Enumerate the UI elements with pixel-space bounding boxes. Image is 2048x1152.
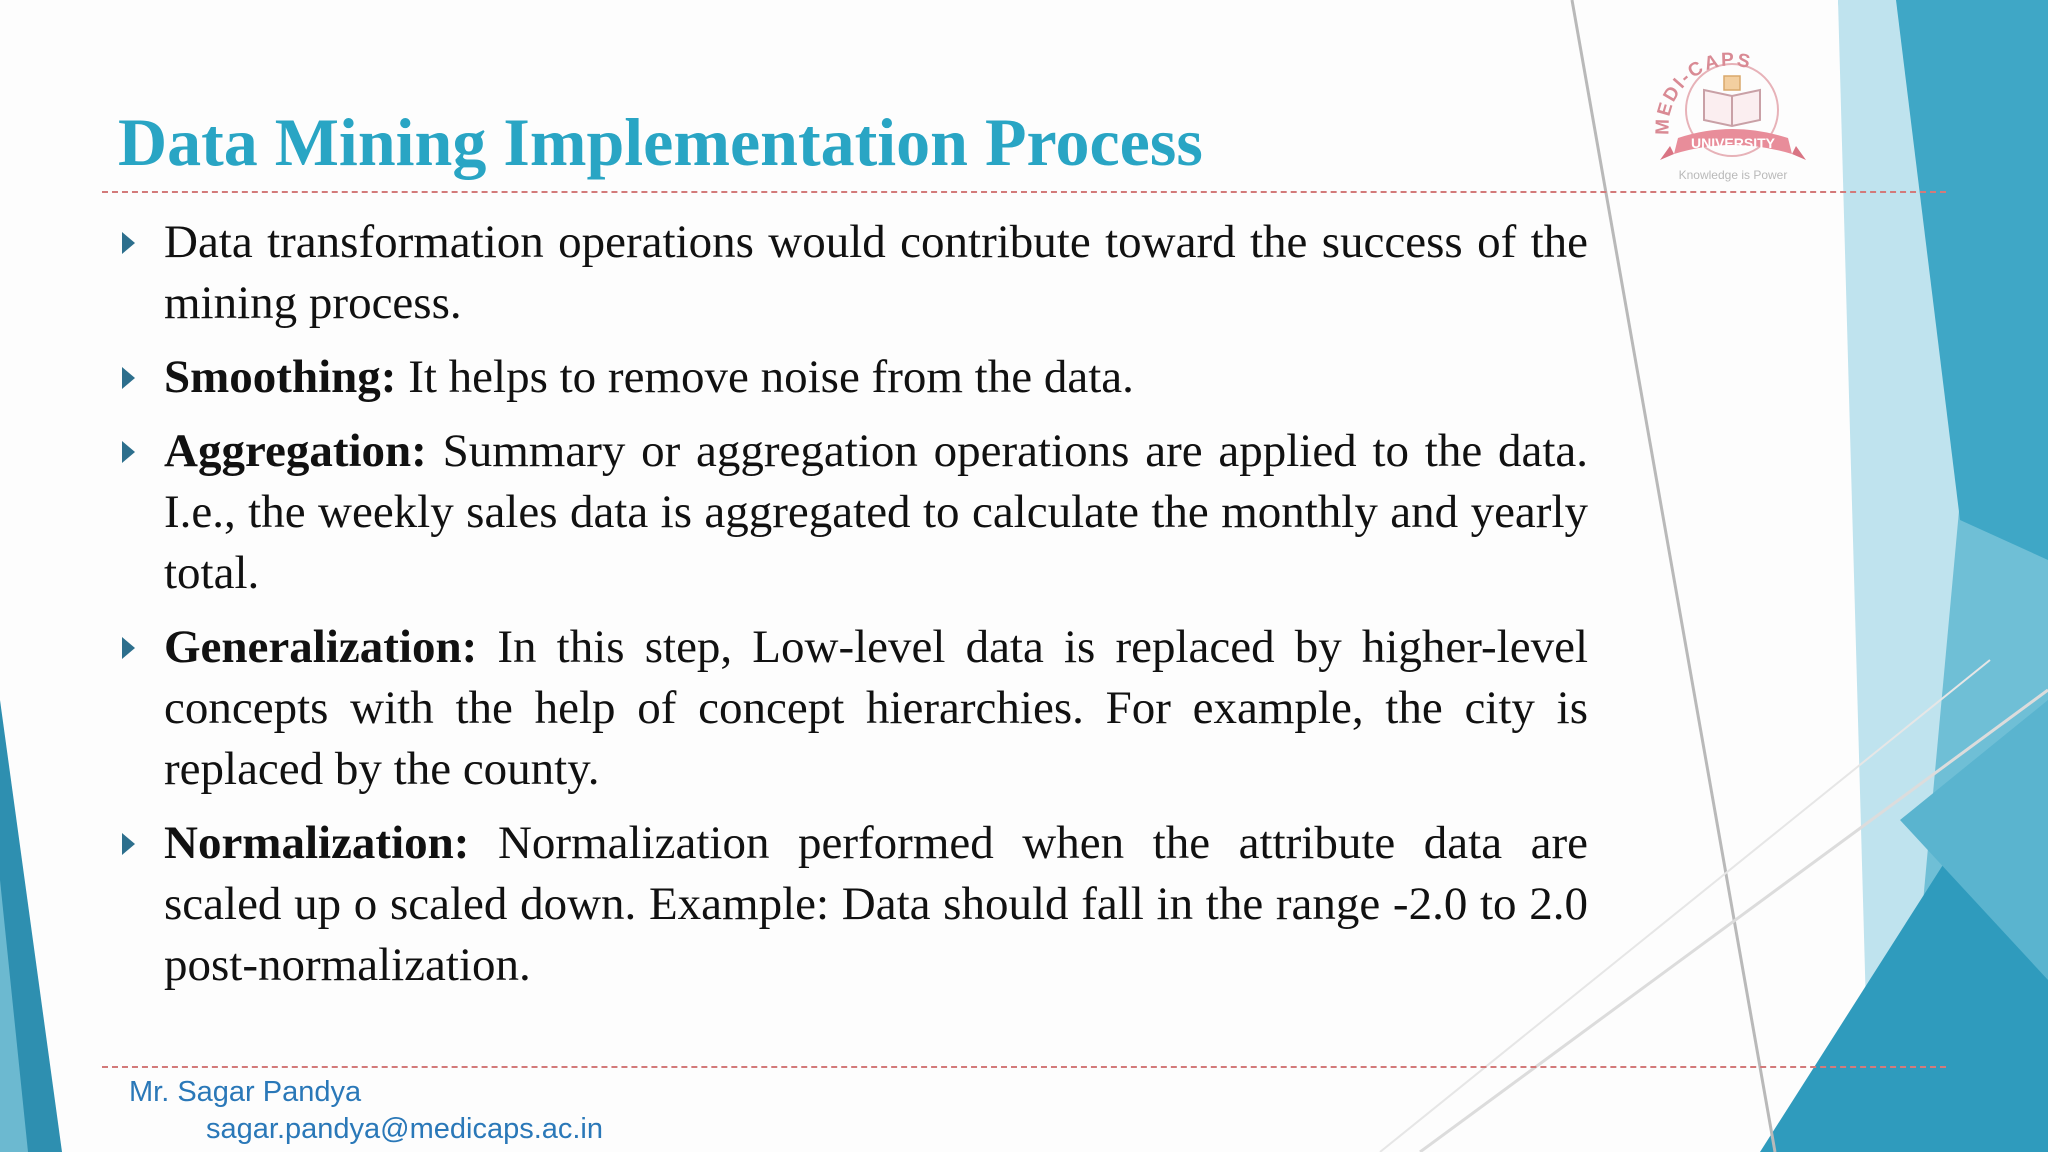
bullet-item bbox=[118, 617, 1588, 800]
bullet-item bbox=[118, 212, 1588, 334]
bullet-arrow-icon bbox=[122, 813, 136, 874]
bullet-arrow-icon bbox=[122, 421, 136, 482]
bullet-list bbox=[118, 212, 1588, 1009]
bullet-text: It helps to remove noise from the data. bbox=[396, 351, 1134, 403]
slide-title: Data Mining Implementation Process bbox=[118, 104, 1203, 180]
bullet-arrow-icon bbox=[122, 347, 136, 408]
logo-top-text: MEDI-CAPS bbox=[1652, 49, 1754, 136]
book-icon bbox=[1704, 76, 1760, 126]
logo-tagline: Knowledge is Power bbox=[1678, 168, 1788, 182]
bullet-item bbox=[118, 347, 1588, 408]
bullet-text: Normalization performed when the attribute data are scaled up o scaled down. Example: Data should fall in the range -2.0 to 2.0 post-normalization. bbox=[164, 817, 1588, 991]
university-logo bbox=[1620, 28, 1840, 188]
bullet-arrow-icon bbox=[122, 212, 136, 273]
footer-divider bbox=[102, 1066, 1946, 1068]
bullet-item bbox=[118, 421, 1588, 604]
logo-ribbon-text: UNIVERSITY bbox=[1690, 135, 1776, 151]
title-divider bbox=[102, 191, 1946, 193]
bullet-term: Normalization: bbox=[164, 817, 470, 869]
bullet-text: Summary or aggregation operations are applied to the data. I.e., the weekly sales data is aggregated to calculate the monthly and yearly total. bbox=[164, 425, 1588, 599]
footer-author-name: Mr. Sagar Pandya bbox=[129, 1076, 362, 1108]
bullet-text: In this step, Low-level data is replaced by higher-level concepts with the help of concept hierarchies. For example, the city is replaced by the county. bbox=[164, 621, 1588, 795]
footer-author-email: sagar.pandya@medicaps.ac.in bbox=[206, 1113, 604, 1145]
bullet-arrow-icon bbox=[122, 617, 136, 678]
bullet-term: Generalization: bbox=[164, 621, 478, 673]
bullet-term: Smoothing: bbox=[164, 351, 397, 403]
bullet-term: Aggregation: bbox=[164, 425, 427, 477]
bullet-item bbox=[118, 813, 1588, 996]
bullet-text: Data transformation operations would contribute toward the success of the mining process. bbox=[164, 216, 1588, 329]
